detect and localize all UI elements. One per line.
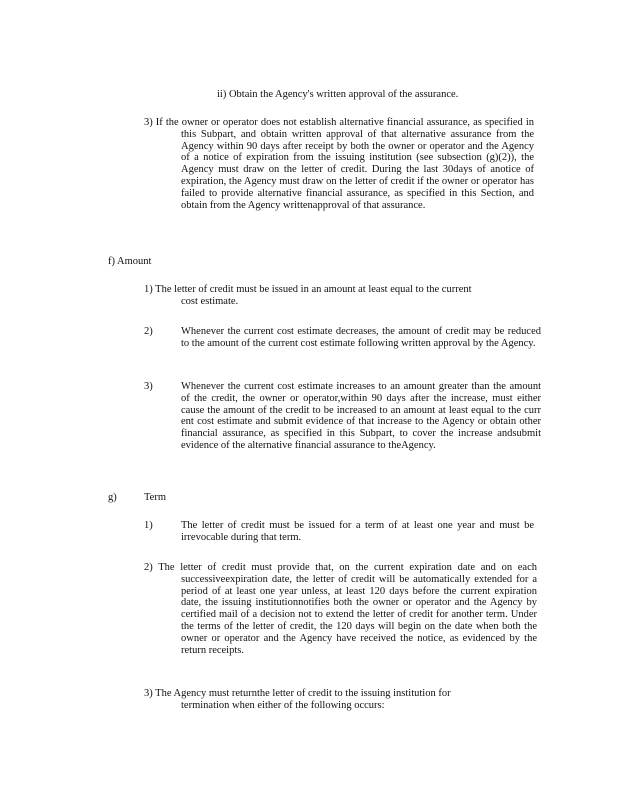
paragraph-g1-number: 1) (144, 520, 153, 531)
section-heading-g-number: g) (108, 492, 117, 503)
paragraph-f1: 1) The letter of credit must be issued in an amount at least equal to the current cost estimate. (144, 284, 472, 307)
paragraph-f2-number: 2) (144, 326, 153, 337)
paragraph-item-ii: ii) Obtain the Agency's written approval of the assurance. (217, 89, 459, 100)
paragraph-f3-number: 3) (144, 381, 153, 392)
section-heading-g: Term (144, 492, 167, 503)
paragraph-e3: 3) If the owner or operator does not establish alternative financial assurance, as specified in this Subpart, and obtain written approval of that alternative assurance from the Agency within 90 days after receipt by both the owner or operator and the Agency of a notice of expiration from the issuing institution (see subsection (g)(2)), the Agency must draw on the letter of credit. During the last 30days of anotice of expiration, the Agency must draw on the letter of credit if the owner or operator has failed to provide alternative financial assurance, as specified in this Section, and obtain from the Agency writtenapproval of that assurance. (144, 117, 534, 211)
paragraph-g1: The letter of credit must be issued for a term of at least one year and must be irrevocable during that term. (181, 520, 534, 543)
paragraph-g3: 3) The Agency must returnthe letter of credit to the issuing institution for termination when either of the following occurs: (144, 688, 451, 711)
paragraph-f2: Whenever the current cost estimate decreases, the amount of credit may be reduced to the amount of the current cost estimate following written approval by the Agency. (181, 326, 541, 349)
paragraph-g2: 2) The letter of credit must provide that, on the current expiration date and on each successiveexpiration date, the letter of credit will be automatically extended for a period of at least one year unless, at least 120 days before the current expiration date, the issuing institutionnotifies both the owner or operator and the Agency by certified mail of a decision not to extend the letter of credit for another term. Under the terms of the letter of credit, the 120 days will begin on the date when both the owner or operator and the Agency have received the notice, as evidenced by the return receipts. (144, 562, 537, 656)
section-heading-f: f) Amount (108, 256, 152, 267)
paragraph-f3: Whenever the current cost estimate increases to an amount greater than the amount of the credit, the owner or operator,within 90 days after the increase, must either cause the amount of the credit to be increased to an amount at least equal to the curr ent cost estimate and submit evidence of that increase to the Agency or obtain other financial assurance, as specified in this Subpart, to cover the increase andsubmit evidence of the alternative financial assurance to theAgency. (181, 381, 541, 451)
